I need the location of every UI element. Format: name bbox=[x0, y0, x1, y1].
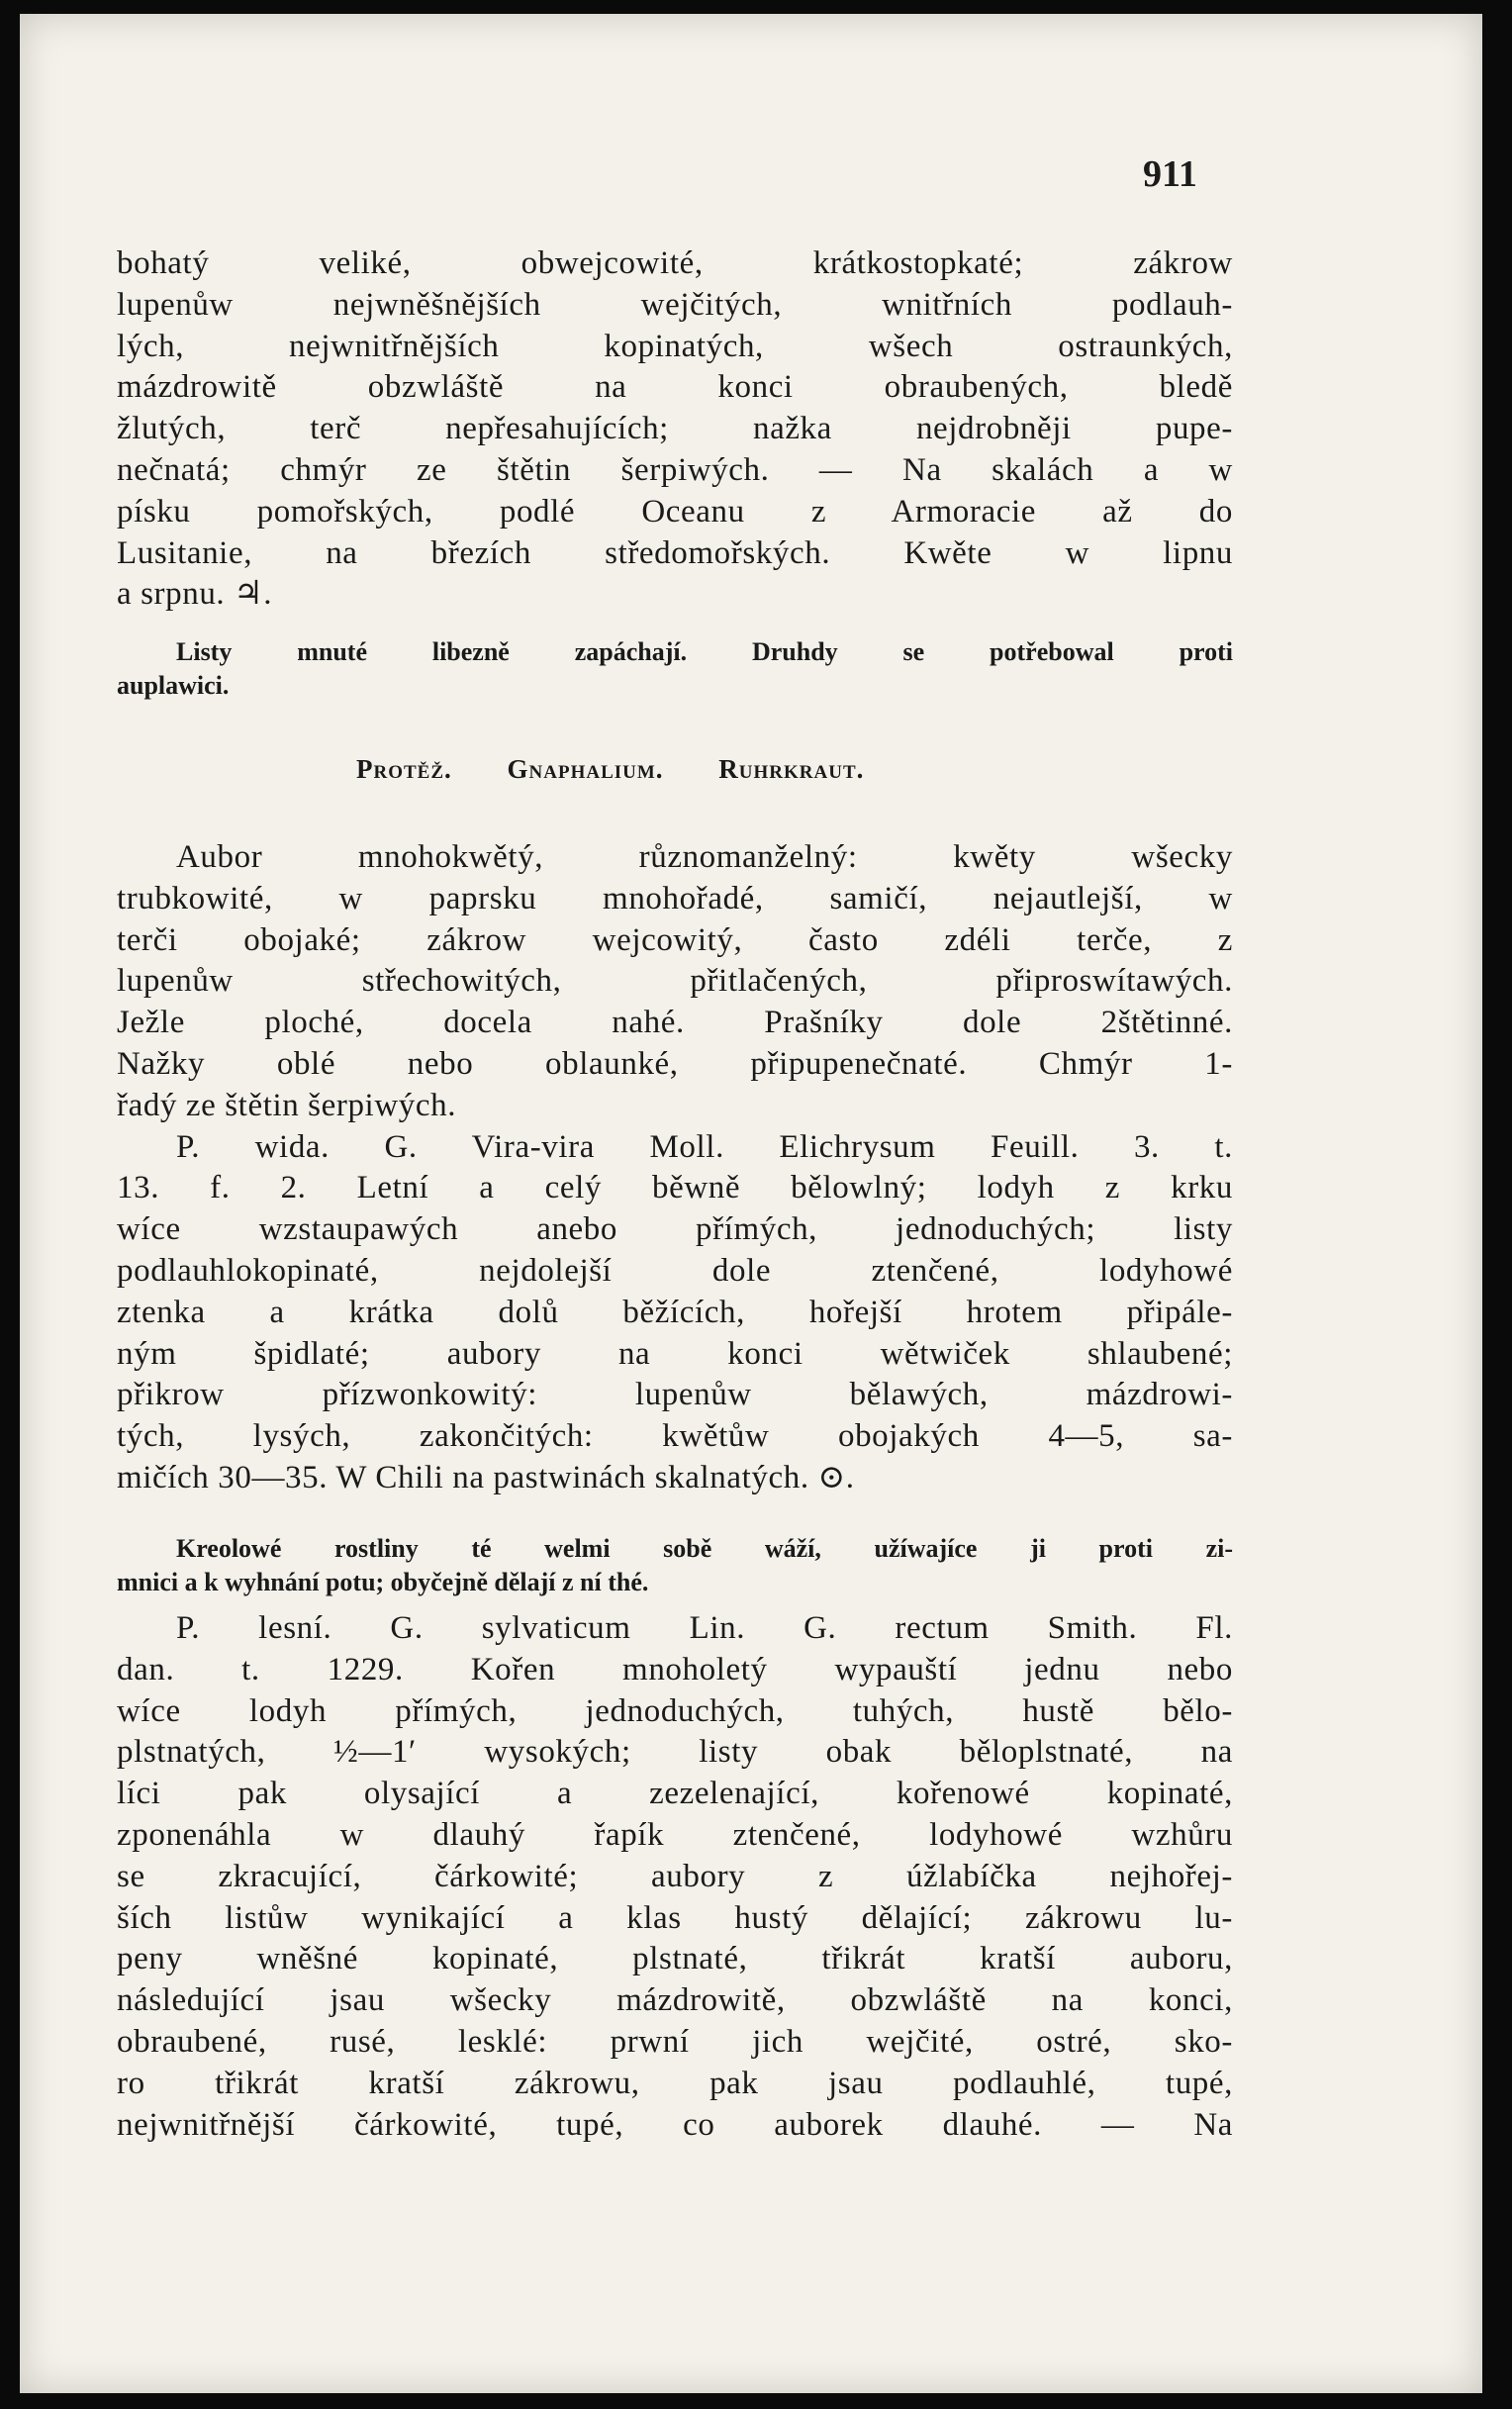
page-number: 911 bbox=[1143, 153, 1197, 195]
text-line: zponenáhla w dlauhý řapík ztenčené, lodyhowé wzhůru bbox=[117, 1816, 1233, 1853]
text-line: wíce lodyh přímých, jednoduchých, tuhých, hustě bělo- bbox=[117, 1692, 1233, 1729]
text-line: trubkowité, w paprsku mnohořadé, samičí, nejautlejší, w bbox=[117, 880, 1233, 916]
text-line: ších listůw wynikající a klas hustý dělající; zákrowu lu- bbox=[117, 1899, 1233, 1936]
text-line: P. lesní. G. sylvaticum Lin. G. rectum Smith. Fl. bbox=[176, 1610, 1233, 1646]
text-line: obraubené, rusé, lesklé: prwní jich wejčité, ostré, sko- bbox=[117, 2023, 1233, 2060]
book-page bbox=[20, 14, 1482, 2393]
footnote-line: mnici a k wyhnání potu; obyčejně dělají z ní thé. bbox=[117, 1568, 649, 1596]
footnote-line: Kreolowé rostliny té welmi sobě wáží, užíwajíce ji proti zi- bbox=[176, 1534, 1233, 1563]
footnote-block-2 bbox=[117, 1532, 1233, 1599]
text-line: řadý ze štětin šerpiwých. bbox=[117, 1087, 457, 1123]
text-line: mičích 30—35. W Chili na pastwinách skalnatých. ⊙. bbox=[117, 1459, 855, 1495]
text-line: ným špidlaté; aubory na konci wětwiček shlaubené; bbox=[117, 1335, 1233, 1372]
text-line: následující jsau wšecky mázdrowitě, obzwláště na konci, bbox=[117, 1982, 1233, 2019]
text-line: Ježle ploché, docela nahé. Prašníky dole 2štětinné. bbox=[117, 1005, 1233, 1041]
text-line: se zkracující, čárkowité; aubory z úžlabíčka nejhořej- bbox=[117, 1858, 1233, 1894]
heading-german: Ruhrkraut. bbox=[718, 754, 865, 784]
text-line: a srpnu. ♃. bbox=[117, 576, 273, 613]
footnote-line: auplawici. bbox=[117, 671, 230, 700]
text-line: Nažky oblé nebo oblaunké, připupenečnaté. Chmýr 1- bbox=[117, 1045, 1233, 1082]
text-line: nečnatá; chmýr ze štětin šerpiwých. — Na skalách a w bbox=[117, 451, 1233, 488]
text-line: lupenůw střechowitých, přitlačených, připroswítawých. bbox=[117, 963, 1233, 1000]
text-line: ro třikrát kratší zákrowu, pak jsau podlauhlé, tupé, bbox=[117, 2065, 1233, 2101]
paragraph-block-3 bbox=[117, 1608, 1233, 2146]
text-line: P. wida. G. Vira-vira Moll. Elichrysum Feuill. 3. t. bbox=[176, 1128, 1233, 1165]
text-line: lupenůw nejwněšnějších wejčitých, wnitřních podlauh- bbox=[117, 286, 1233, 323]
footnote-line: Listy mnuté libezně zapáchají. Druhdy se potřebowal proti bbox=[176, 637, 1233, 666]
footnote-block-1 bbox=[117, 635, 1233, 703]
heading-latin: Gnaphalium. bbox=[507, 754, 664, 784]
text-line: tých, lysých, zakončitých: kwětůw obojakých 4—5, sa- bbox=[117, 1418, 1233, 1455]
text-line: dan. t. 1229. Kořen mnoholetý wypauští jednu nebo bbox=[117, 1651, 1233, 1687]
text-line: písku pomořských, podlé Oceanu z Armoracie až do bbox=[117, 493, 1233, 530]
text-line: žlutých, terč nepřesahujících; nažka nejdrobněji pupe- bbox=[117, 411, 1233, 447]
genus-heading bbox=[356, 754, 864, 785]
text-line: wíce wzstaupawých anebo přímých, jednoduchých; listy bbox=[117, 1211, 1233, 1248]
text-line: mázdrowitě obzwláště na konci obraubených, bledě bbox=[117, 369, 1233, 406]
text-line: líci pak olysající a zezelenající, kořenowé kopinaté, bbox=[117, 1776, 1233, 1812]
heading-czech: Protěž. bbox=[356, 754, 452, 784]
text-line: bohatý veliké, obwejcowité, krátkostopkaté; zákrow bbox=[117, 245, 1233, 281]
text-line: terči obojaké; zákrow wejcowitý, často zdéli terče, z bbox=[117, 921, 1233, 958]
text-line: ztenka a krátka dolů běžících, hořejší hrotem připále- bbox=[117, 1294, 1233, 1330]
text-line: podlauhlokopinaté, nejdolejší dole ztenčené, lodyhowé bbox=[117, 1252, 1233, 1289]
text-line: Lusitanie, na březích středomořských. Kwěte w lipnu bbox=[117, 534, 1233, 571]
text-line: Aubor mnohokwětý, různomanželný: kwěty wšecky bbox=[176, 839, 1233, 875]
text-line: nejwnitřnější čárkowité, tupé, co auborek dlauhé. — Na bbox=[117, 2106, 1233, 2143]
paragraph-block-1 bbox=[117, 243, 1233, 616]
text-line: peny wněšné kopinaté, plstnaté, třikrát kratší auboru, bbox=[117, 1941, 1233, 1977]
text-line: lých, nejwnitřnějších kopinatých, wšech ostraunkých, bbox=[117, 328, 1233, 364]
text-line: plstnatých, ½—1′ wysokých; listy obak běloplstnaté, na bbox=[117, 1734, 1233, 1771]
text-line: 13. f. 2. Letní a celý běwně bělowlný; lodyh z krku bbox=[117, 1170, 1233, 1206]
text-line: přikrow přízwonkowitý: lupenůw bělawých, mázdrowi- bbox=[117, 1377, 1233, 1413]
paragraph-block-2 bbox=[117, 837, 1233, 1499]
